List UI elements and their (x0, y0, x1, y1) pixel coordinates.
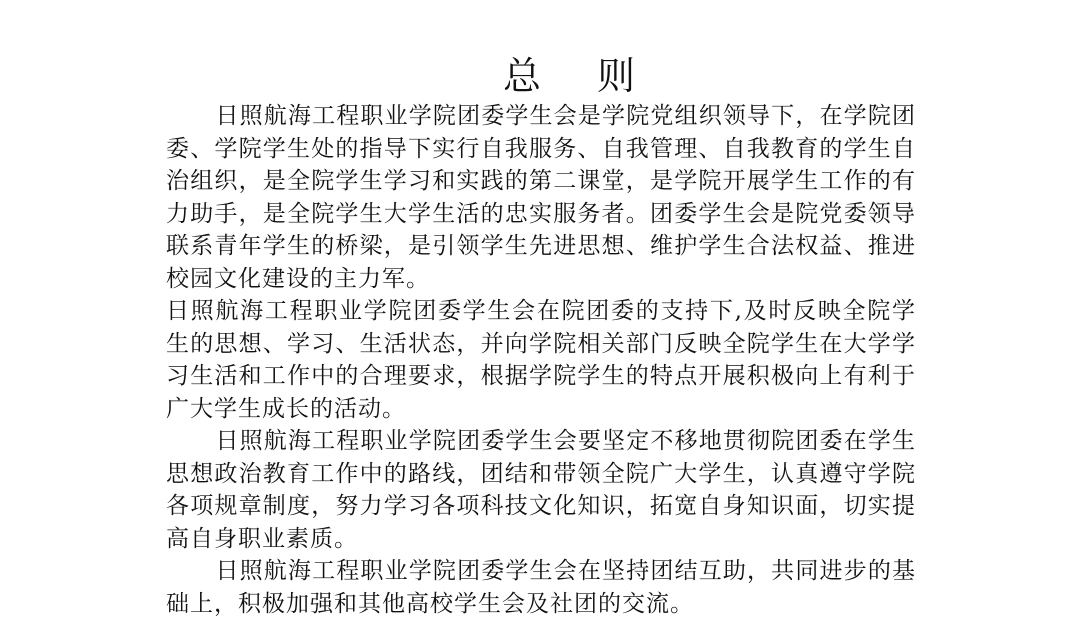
document-title: 总 则 (502, 54, 658, 98)
paragraph-3: 日照航海工程职业学院团委学生会要坚定不移地贯彻院团委在学生思想政治教育工作中的路线，团结和带领全院广大学生，认真遵守学院各项规章制度，努力学习各项科技文化知识，拓宽自身知识面，切实提高自身职业素质。 (166, 428, 916, 552)
paragraph-2: 日照航海工程职业学院团委学生会在院团委的支持下,及时反映全院学生的思想、学习、生活状态，并向学院相关部门反映全院学生在大学学习生活和工作中的合理要求，根据学院学生的特点开展积极向上有利于广大学生成长的活动。 (166, 298, 916, 422)
document-body (166, 100, 916, 620)
paragraph-4: 日照航海工程职业学院团委学生会在坚持团结互助，共同进步的基础上，积极加强和其他高校学生会及社团的交流。 (166, 558, 916, 617)
paragraph-1: 日照航海工程职业学院团委学生会是学院党组织领导下，在学院团委、学院学生处的指导下实行自我服务、自我管理、自我教育的学生自治组织，是全院学生学习和实践的第二课堂，是学院开展学生工作的有力助手，是全院学生大学生活的忠实服务者。团委学生会是院党委领导联系青年学生的桥梁，是引领学生先进思想、维护学生合法权益、推进校园文化建设的主力军。 (166, 103, 916, 292)
